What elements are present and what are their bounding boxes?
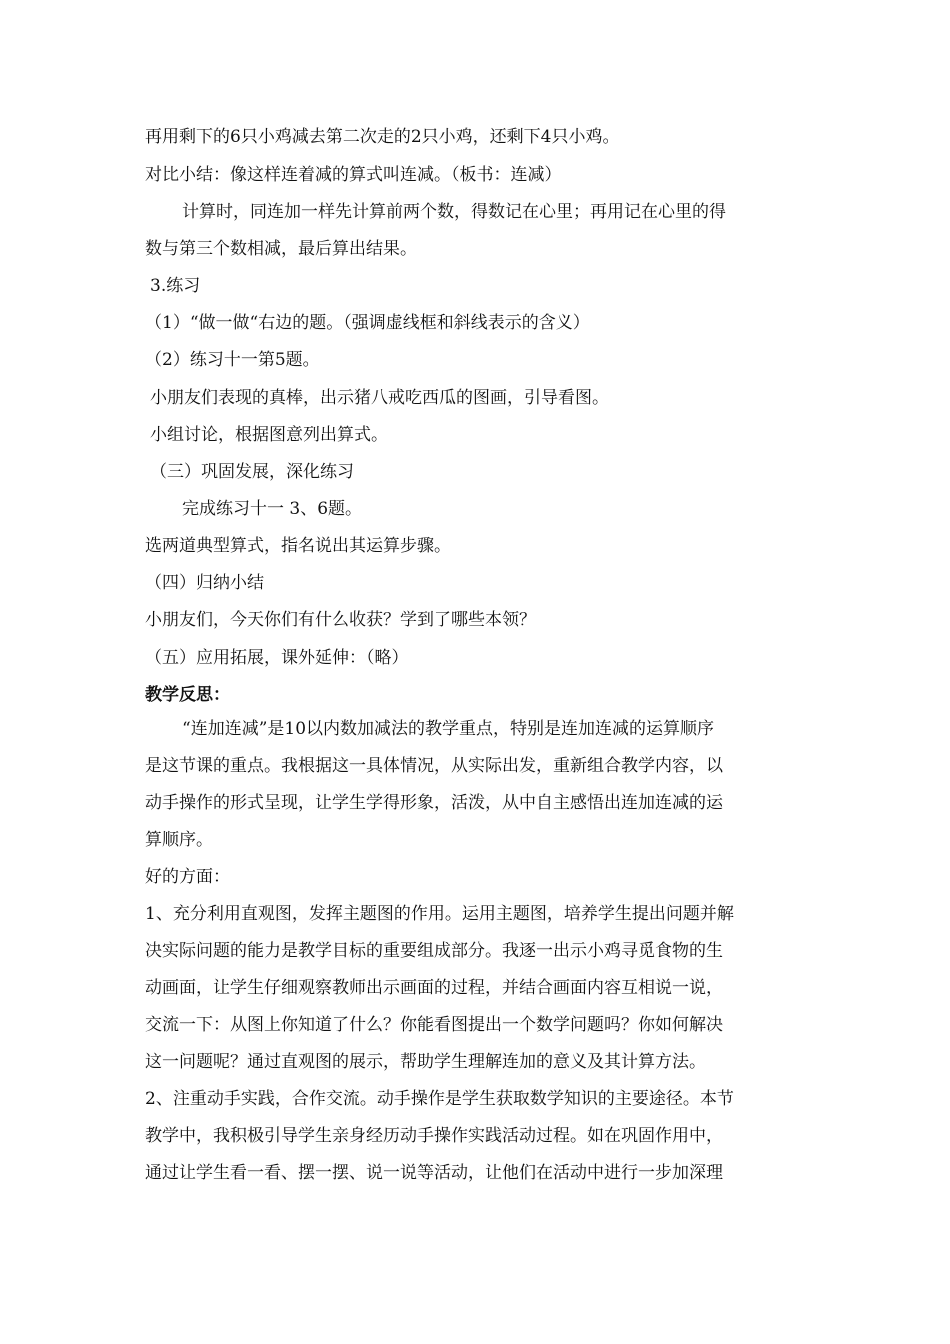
text-line: 动画面，让学生仔细观察教师出示画面的过程，并结合画面内容互相说一说，	[145, 978, 723, 998]
text-line: 小朋友们，今天你们有什么收获？学到了哪些本领？	[145, 610, 536, 630]
text-line: 完成练习十一 3、6题。	[182, 499, 363, 519]
text-line: 对比小结：像这样连着减的算式叫连减。（板书：连减）	[145, 165, 562, 185]
text-line: （2）练习十一第5题。	[145, 350, 320, 370]
text-line: 小组讨论，根据图意列出算式。	[150, 425, 388, 445]
text-line: 决实际问题的能力是教学目标的重要组成部分。我逐一出示小鸡寻觅食物的生	[145, 941, 723, 961]
text-line: “连加连减”是10以内数加减法的教学重点，特别是连加连减的运算顺序	[182, 719, 715, 739]
text-line: 小朋友们表现的真棒，出示猪八戒吃西瓜的图画，引导看图。	[150, 388, 609, 408]
text-line: 再用剩下的6只小鸡减去第二次走的2只小鸡，还剩下4只小鸡。	[145, 127, 620, 147]
section-heading: （四）归纳小结	[145, 573, 264, 593]
section-heading: （五）应用拓展，课外延伸：（略）	[145, 648, 409, 668]
text-line: 教学中，我积极引导学生亲身经历动手操作实践活动过程。如在巩固作用中，	[145, 1126, 723, 1146]
section-heading: 3.练习	[150, 276, 201, 296]
text-line: 计算时，同连加一样先计算前两个数，得数记在心里；再用记在心里的得	[182, 202, 726, 222]
text-line: 1、充分利用直观图，发挥主题图的作用。运用主题图，培养学生提出问题并解	[145, 904, 734, 924]
text-line: 数与第三个数相减，最后算出结果。	[145, 239, 417, 259]
text-line: （1）“做一做“右边的题。（强调虚线框和斜线表示的含义）	[145, 313, 590, 333]
text-line: 好的方面：	[145, 867, 230, 887]
text-line: 选两道典型算式，指名说出其运算步骤。	[145, 536, 451, 556]
section-heading: （三）巩固发展，深化练习	[150, 462, 354, 482]
text-line: 通过让学生看一看、摆一摆、说一说等活动，让他们在活动中进行一步加深理	[145, 1163, 723, 1183]
text-line: 交流一下：从图上你知道了什么？你能看图提出一个数学问题吗？你如何解决	[145, 1015, 723, 1035]
text-line: 算顺序。	[145, 830, 213, 850]
text-line: 这一问题呢？通过直观图的展示，帮助学生理解连加的意义及其计算方法。	[145, 1052, 706, 1072]
reflection-heading: 教学反思：	[145, 685, 230, 705]
text-line: 动手操作的形式呈现，让学生学得形象，活泼，从中自主感悟出连加连减的运	[145, 793, 723, 813]
text-line: 是这节课的重点。我根据这一具体情况，从实际出发，重新组合教学内容，以	[145, 756, 723, 776]
text-line: 2、注重动手实践，合作交流。动手操作是学生获取数学知识的主要途径。本节	[145, 1089, 734, 1109]
